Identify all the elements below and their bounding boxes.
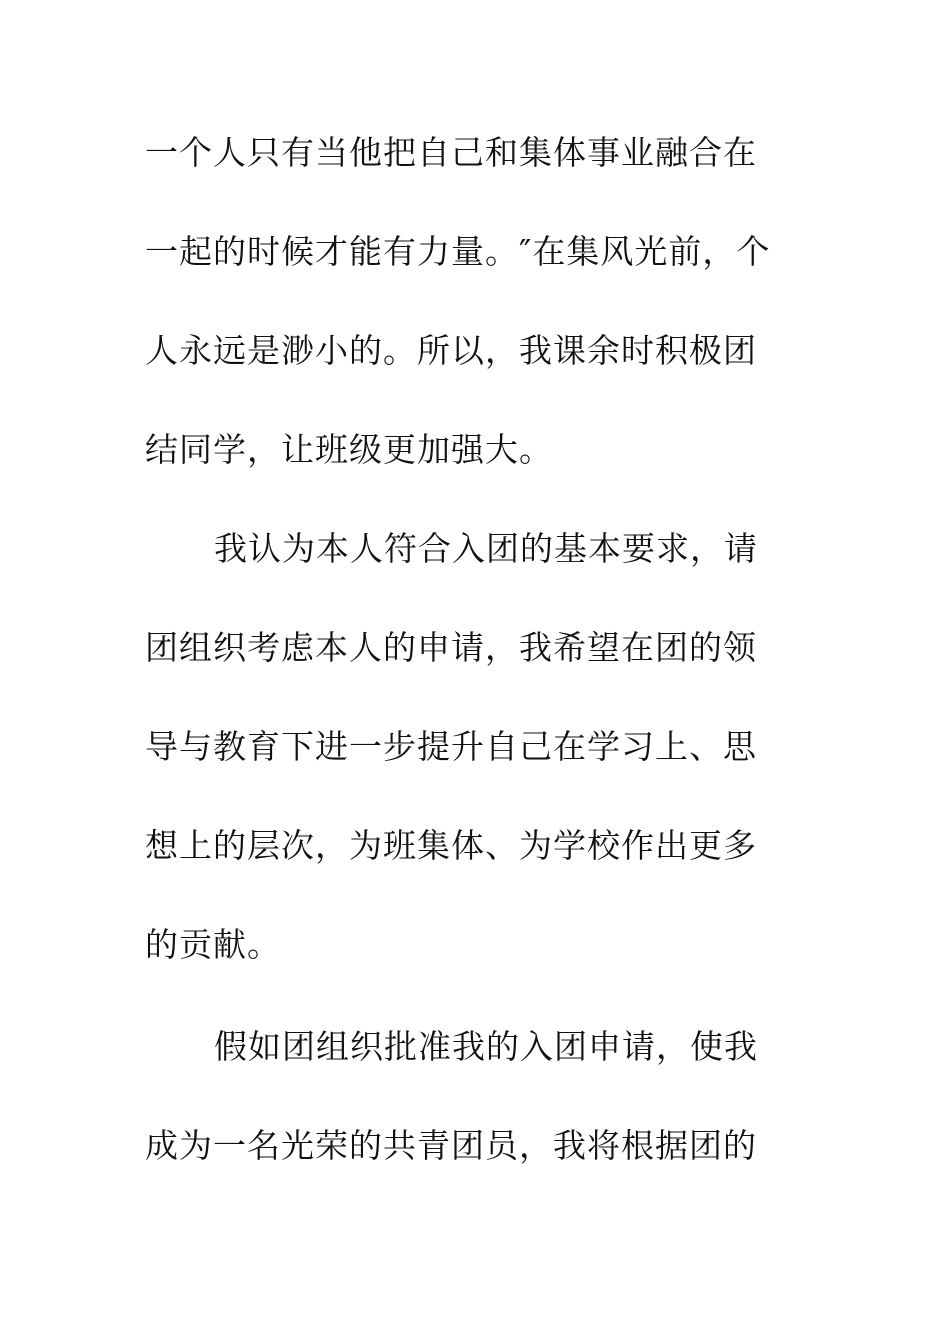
text-line: 导与教育下进一步提升自己在学习上、思 [145,727,757,766]
text-line: 假如团组织批准我的入团申请，使我 [214,1027,758,1066]
text-line: 人永远是渺小的。所以，我课余时积极团 [145,331,757,370]
text-line: 成为一名光荣的共青团员，我将根据团的 [145,1126,757,1165]
text-line: 一个人只有当他把自己和集体事业融合在 [145,133,757,172]
text-line: 一起的时候才能有力量。″在集风光前，个 [145,232,771,271]
text-line: 想上的层次，为班集体、为学校作出更多 [145,826,757,865]
text-line: 结同学，让班级更加强大。 [145,430,553,469]
text-line: 的贡献。 [145,925,281,964]
text-line: 团组织考虑本人的申请，我希望在团的领 [145,628,757,667]
text-line: 我认为本人符合入团的基本要求，请 [214,529,758,568]
